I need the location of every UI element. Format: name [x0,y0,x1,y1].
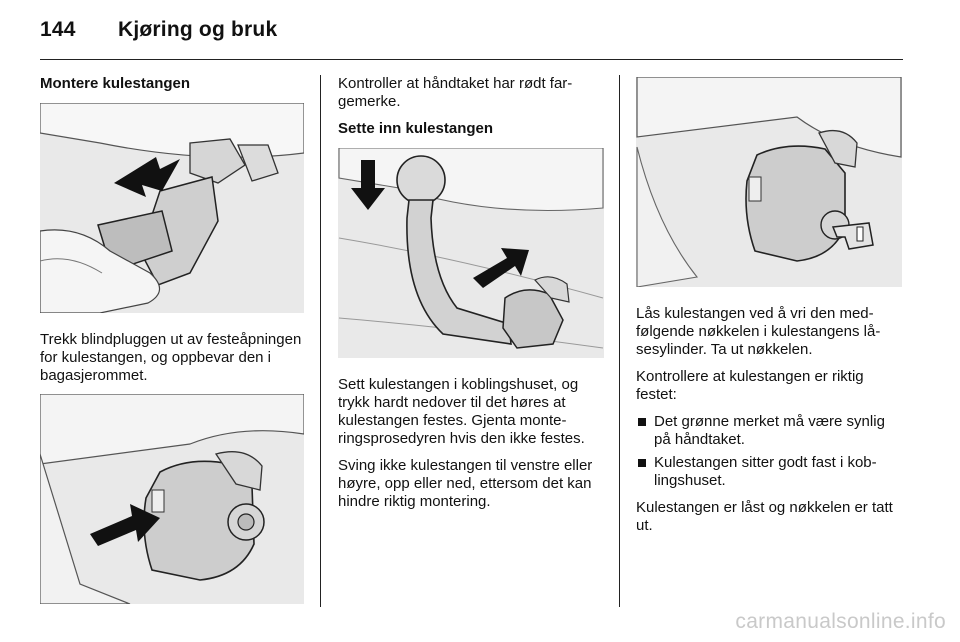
bullet-square-icon [638,418,646,426]
figure-insert-ball-bar [338,148,604,358]
header-rule [40,59,903,60]
paragraph-remove-plug: Trekk blindpluggen ut av festeåpningen for kulestangen, og oppbevar den i bagasjerommet. [40,331,302,384]
illustration-insert-ball-bar [338,148,604,358]
figure-remove-plug [40,103,304,313]
page-title: Kjøring og bruk [118,18,278,41]
illustration-coupling-housing [40,394,304,604]
column-1 [40,75,304,622]
page-number: 144 [40,18,76,41]
figure-coupling-housing [40,394,304,604]
column-divider-1 [320,75,321,607]
column-divider-2 [619,75,620,607]
paragraph-lock-instructions: Lås kulestangen ved å vri den medfølgende nøkkelen i kulestangens låsesylinder. Ta ut nøkkelen. [636,305,881,358]
paragraph-check-handle: Kontroller at håndtaket har rødt fargemerke. [338,75,573,110]
paragraph-check-attached: Kontrollere at kulestangen er riktig festet: [636,368,864,403]
section-heading-mount: Montere kulestangen [40,75,191,92]
paragraph-locked-confirmation: Kulestangen er låst og nøkkelen er tatt ut. [636,499,893,534]
list-item: Det grønne merket må være synlig på håndtaket. [636,413,902,449]
list-item: Kulestangen sitter godt fast i koblingshuset. [636,454,902,490]
bullet-square-icon [638,459,646,467]
page-header [40,18,277,42]
paragraph-insert-instructions: Sett kulestangen i koblingshuset, og trykk hardt nedover til det høres at kulestangen festes. Gjenta monteringsprosedyren hvis den ikke festes. [338,376,585,447]
watermark: carmanualsonline.info [735,610,946,633]
illustration-remove-plug [40,103,304,313]
column-2 [338,75,604,520]
figure-lock-key [636,77,902,287]
paragraph-do-not-swing: Sving ikke kulestangen til venstre eller høyre, opp eller ned, ettersom det kan hindre riktig montering. [338,457,593,510]
illustration-lock-key [636,77,902,287]
column-3 [636,75,902,544]
section-heading-insert: Sette inn kulestangen [338,120,494,137]
checklist [636,413,902,490]
